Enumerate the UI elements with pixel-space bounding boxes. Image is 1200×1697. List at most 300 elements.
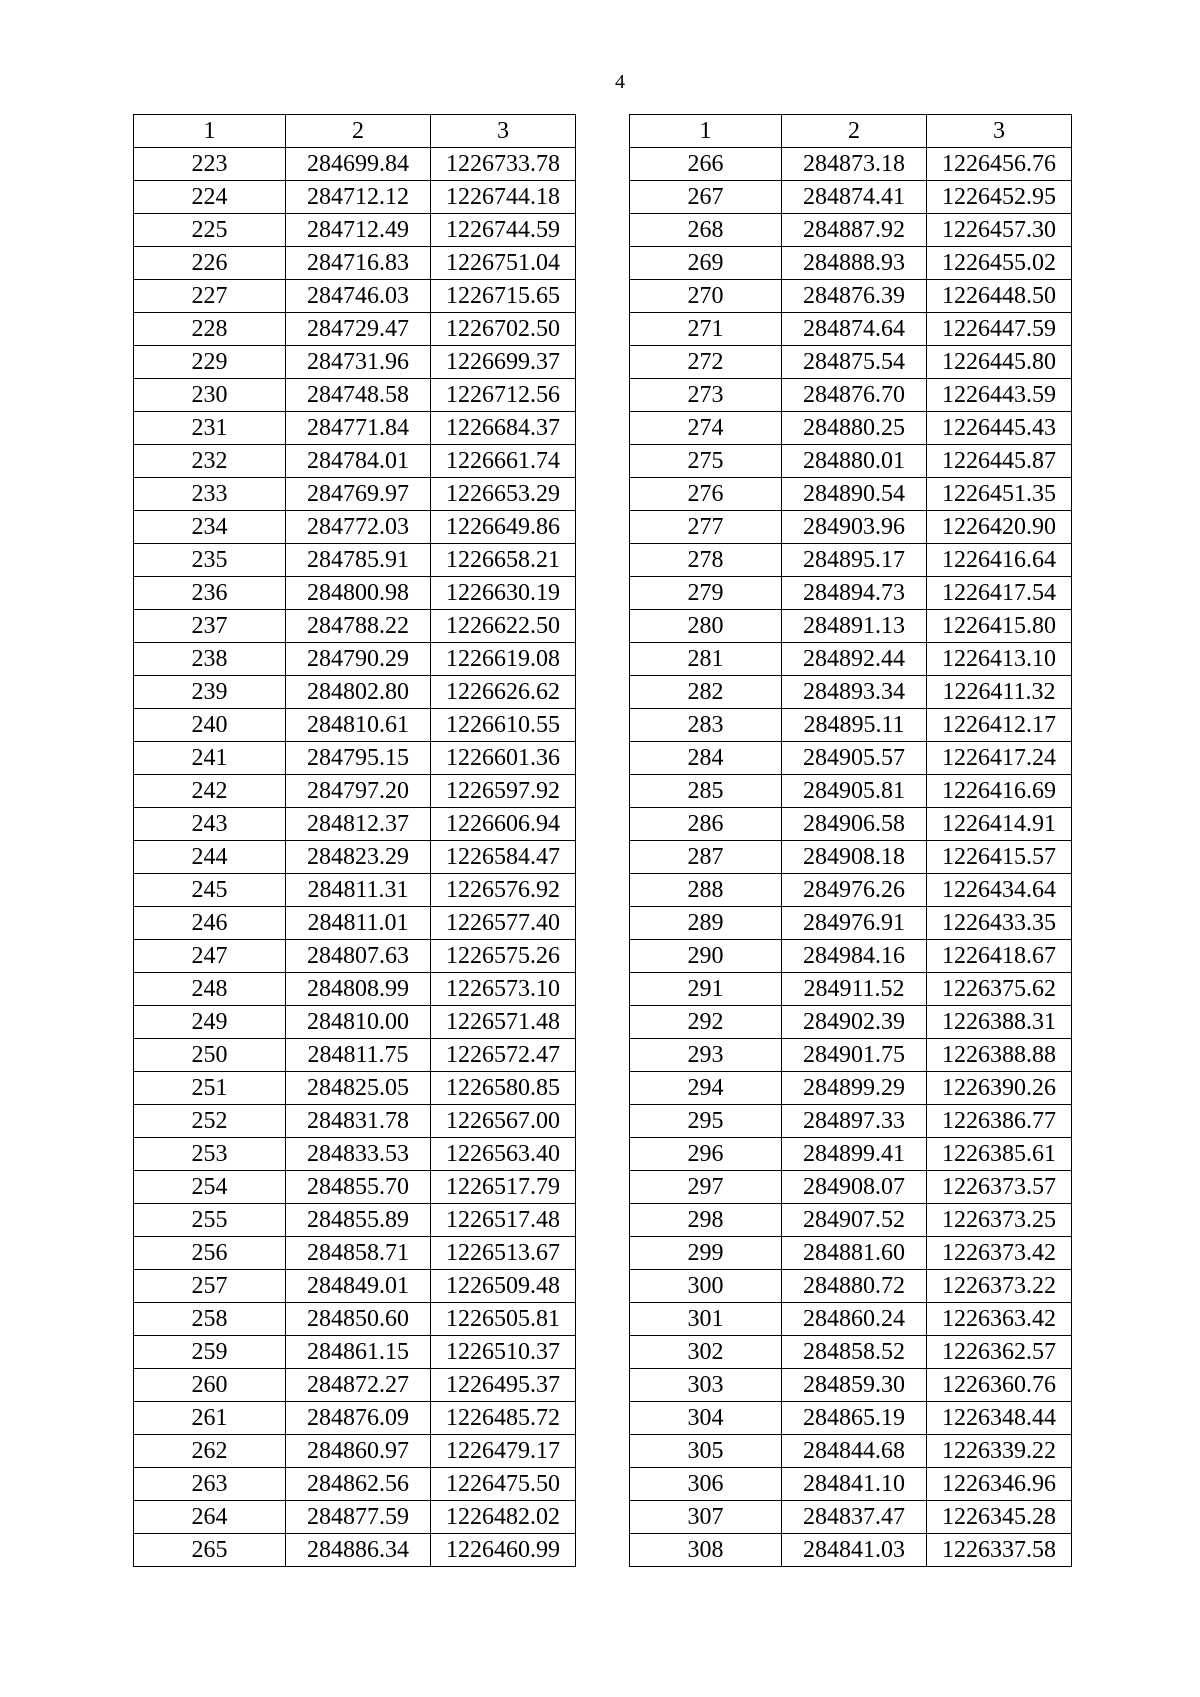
point-number-cell: 258 (134, 1303, 286, 1336)
x-coordinate-cell: 284906.58 (782, 808, 927, 841)
point-number-cell: 307 (630, 1501, 782, 1534)
y-coordinate-cell: 1226619.08 (431, 643, 576, 676)
point-number-cell: 224 (134, 181, 286, 214)
x-coordinate-cell: 284862.56 (286, 1468, 431, 1501)
table-row (134, 379, 576, 412)
y-coordinate-cell: 1226457.30 (927, 214, 1072, 247)
point-number-cell: 280 (630, 610, 782, 643)
x-coordinate-cell: 284855.70 (286, 1171, 431, 1204)
y-coordinate-cell: 1226626.62 (431, 676, 576, 709)
table-row (630, 511, 1072, 544)
x-coordinate-cell: 284841.10 (782, 1468, 927, 1501)
point-number-cell: 300 (630, 1270, 782, 1303)
point-number-cell: 281 (630, 643, 782, 676)
point-number-cell: 298 (630, 1204, 782, 1237)
y-coordinate-cell: 1226597.92 (431, 775, 576, 808)
point-number-cell: 279 (630, 577, 782, 610)
point-number-cell: 234 (134, 511, 286, 544)
x-coordinate-cell: 284716.83 (286, 247, 431, 280)
point-number-cell: 254 (134, 1171, 286, 1204)
x-coordinate-cell: 284771.84 (286, 412, 431, 445)
y-coordinate-cell: 1226385.61 (927, 1138, 1072, 1171)
point-number-cell: 299 (630, 1237, 782, 1270)
point-number-cell: 247 (134, 940, 286, 973)
table-row (630, 379, 1072, 412)
x-coordinate-cell: 284976.26 (782, 874, 927, 907)
x-coordinate-cell: 284876.70 (782, 379, 927, 412)
point-number-cell: 287 (630, 841, 782, 874)
point-number-cell: 223 (134, 148, 286, 181)
table-row (134, 1270, 576, 1303)
x-coordinate-cell: 284746.03 (286, 280, 431, 313)
x-coordinate-cell: 284901.75 (782, 1039, 927, 1072)
y-coordinate-cell: 1226455.02 (927, 247, 1072, 280)
x-coordinate-cell: 284850.60 (286, 1303, 431, 1336)
table-row (630, 1303, 1072, 1336)
x-coordinate-cell: 284833.53 (286, 1138, 431, 1171)
table-row (630, 775, 1072, 808)
table-row (630, 445, 1072, 478)
y-coordinate-cell: 1226412.17 (927, 709, 1072, 742)
table-row (134, 610, 576, 643)
x-coordinate-cell: 284890.54 (782, 478, 927, 511)
table-row (134, 1336, 576, 1369)
coordinates-table-left (133, 114, 576, 1567)
y-coordinate-cell: 1226712.56 (431, 379, 576, 412)
table-row (134, 1039, 576, 1072)
y-coordinate-cell: 1226375.62 (927, 973, 1072, 1006)
x-coordinate-cell: 284811.31 (286, 874, 431, 907)
point-number-cell: 249 (134, 1006, 286, 1039)
table-row (630, 874, 1072, 907)
x-coordinate-cell: 284880.01 (782, 445, 927, 478)
x-coordinate-cell: 284976.91 (782, 907, 927, 940)
y-coordinate-cell: 1226653.29 (431, 478, 576, 511)
table-row (630, 1171, 1072, 1204)
column-header: 1 (630, 115, 782, 148)
y-coordinate-cell: 1226362.57 (927, 1336, 1072, 1369)
y-coordinate-cell: 1226363.42 (927, 1303, 1072, 1336)
point-number-cell: 306 (630, 1468, 782, 1501)
point-number-cell: 237 (134, 610, 286, 643)
y-coordinate-cell: 1226388.88 (927, 1039, 1072, 1072)
table-row (630, 577, 1072, 610)
table-row (630, 181, 1072, 214)
table-row (630, 1237, 1072, 1270)
point-number-cell: 285 (630, 775, 782, 808)
x-coordinate-cell: 284874.41 (782, 181, 927, 214)
table-row (134, 1303, 576, 1336)
table-row (134, 577, 576, 610)
x-coordinate-cell: 284877.59 (286, 1501, 431, 1534)
point-number-cell: 284 (630, 742, 782, 775)
table-row (630, 346, 1072, 379)
table-row (134, 1501, 576, 1534)
x-coordinate-cell: 284905.57 (782, 742, 927, 775)
point-number-cell: 231 (134, 412, 286, 445)
x-coordinate-cell: 284911.52 (782, 973, 927, 1006)
point-number-cell: 235 (134, 544, 286, 577)
y-coordinate-cell: 1226388.31 (927, 1006, 1072, 1039)
y-coordinate-cell: 1226576.92 (431, 874, 576, 907)
column-header: 3 (431, 115, 576, 148)
point-number-cell: 293 (630, 1039, 782, 1072)
point-number-cell: 301 (630, 1303, 782, 1336)
y-coordinate-cell: 1226744.59 (431, 214, 576, 247)
table-row (630, 841, 1072, 874)
table-row (134, 1138, 576, 1171)
y-coordinate-cell: 1226413.10 (927, 643, 1072, 676)
point-number-cell: 259 (134, 1336, 286, 1369)
y-coordinate-cell: 1226495.37 (431, 1369, 576, 1402)
y-coordinate-cell: 1226580.85 (431, 1072, 576, 1105)
x-coordinate-cell: 284888.93 (782, 247, 927, 280)
table-row (134, 643, 576, 676)
x-coordinate-cell: 284855.89 (286, 1204, 431, 1237)
x-coordinate-cell: 284897.33 (782, 1105, 927, 1138)
table-row (630, 1039, 1072, 1072)
point-number-cell: 246 (134, 907, 286, 940)
x-coordinate-cell: 284858.71 (286, 1237, 431, 1270)
y-coordinate-cell: 1226509.48 (431, 1270, 576, 1303)
table-row (630, 1204, 1072, 1237)
table-row (134, 511, 576, 544)
y-coordinate-cell: 1226373.42 (927, 1237, 1072, 1270)
y-coordinate-cell: 1226733.78 (431, 148, 576, 181)
table-row (134, 1072, 576, 1105)
point-number-cell: 245 (134, 874, 286, 907)
y-coordinate-cell: 1226517.48 (431, 1204, 576, 1237)
y-coordinate-cell: 1226610.55 (431, 709, 576, 742)
point-number-cell: 244 (134, 841, 286, 874)
y-coordinate-cell: 1226451.35 (927, 478, 1072, 511)
x-coordinate-cell: 284894.73 (782, 577, 927, 610)
x-coordinate-cell: 284905.81 (782, 775, 927, 808)
point-number-cell: 261 (134, 1402, 286, 1435)
point-number-cell: 233 (134, 478, 286, 511)
column-header: 2 (286, 115, 431, 148)
table-row (134, 181, 576, 214)
y-coordinate-cell: 1226373.57 (927, 1171, 1072, 1204)
y-coordinate-cell: 1226415.80 (927, 610, 1072, 643)
y-coordinate-cell: 1226567.00 (431, 1105, 576, 1138)
table-row (134, 775, 576, 808)
point-number-cell: 277 (630, 511, 782, 544)
point-number-cell: 256 (134, 1237, 286, 1270)
x-coordinate-cell: 284903.96 (782, 511, 927, 544)
y-coordinate-cell: 1226715.65 (431, 280, 576, 313)
point-number-cell: 276 (630, 478, 782, 511)
x-coordinate-cell: 284899.41 (782, 1138, 927, 1171)
y-coordinate-cell: 1226460.99 (431, 1534, 576, 1567)
point-number-cell: 260 (134, 1369, 286, 1402)
table-row (630, 280, 1072, 313)
point-number-cell: 303 (630, 1369, 782, 1402)
point-number-cell: 250 (134, 1039, 286, 1072)
x-coordinate-cell: 284891.13 (782, 610, 927, 643)
x-coordinate-cell: 284712.49 (286, 214, 431, 247)
column-header: 2 (782, 115, 927, 148)
table-header-row (134, 115, 576, 148)
x-coordinate-cell: 284844.68 (782, 1435, 927, 1468)
x-coordinate-cell: 284788.22 (286, 610, 431, 643)
table-row (134, 346, 576, 379)
x-coordinate-cell: 284772.03 (286, 511, 431, 544)
y-coordinate-cell: 1226452.95 (927, 181, 1072, 214)
x-coordinate-cell: 284811.01 (286, 907, 431, 940)
x-coordinate-cell: 284892.44 (782, 643, 927, 676)
y-coordinate-cell: 1226571.48 (431, 1006, 576, 1039)
x-coordinate-cell: 284795.15 (286, 742, 431, 775)
x-coordinate-cell: 284808.99 (286, 973, 431, 1006)
table-row (630, 1534, 1072, 1567)
point-number-cell: 283 (630, 709, 782, 742)
table-row (134, 1006, 576, 1039)
x-coordinate-cell: 284880.72 (782, 1270, 927, 1303)
x-coordinate-cell: 284860.97 (286, 1435, 431, 1468)
y-coordinate-cell: 1226575.26 (431, 940, 576, 973)
table-row (134, 874, 576, 907)
x-coordinate-cell: 284895.17 (782, 544, 927, 577)
point-number-cell: 305 (630, 1435, 782, 1468)
x-coordinate-cell: 284865.19 (782, 1402, 927, 1435)
y-coordinate-cell: 1226479.17 (431, 1435, 576, 1468)
table-row (134, 841, 576, 874)
table-row (630, 1138, 1072, 1171)
point-number-cell: 248 (134, 973, 286, 1006)
point-number-cell: 225 (134, 214, 286, 247)
x-coordinate-cell: 284800.98 (286, 577, 431, 610)
y-coordinate-cell: 1226563.40 (431, 1138, 576, 1171)
table-row (134, 1105, 576, 1138)
x-coordinate-cell: 284893.34 (782, 676, 927, 709)
y-coordinate-cell: 1226699.37 (431, 346, 576, 379)
table-row (630, 709, 1072, 742)
x-coordinate-cell: 284811.75 (286, 1039, 431, 1072)
point-number-cell: 269 (630, 247, 782, 280)
y-coordinate-cell: 1226443.59 (927, 379, 1072, 412)
table-row (630, 742, 1072, 775)
y-coordinate-cell: 1226416.64 (927, 544, 1072, 577)
table-row (134, 412, 576, 445)
y-coordinate-cell: 1226584.47 (431, 841, 576, 874)
x-coordinate-cell: 284825.05 (286, 1072, 431, 1105)
point-number-cell: 290 (630, 940, 782, 973)
table-row (630, 1468, 1072, 1501)
point-number-cell: 262 (134, 1435, 286, 1468)
table-row (630, 1270, 1072, 1303)
point-number-cell: 255 (134, 1204, 286, 1237)
x-coordinate-cell: 284731.96 (286, 346, 431, 379)
point-number-cell: 268 (630, 214, 782, 247)
point-number-cell: 240 (134, 709, 286, 742)
point-number-cell: 257 (134, 1270, 286, 1303)
y-coordinate-cell: 1226630.19 (431, 577, 576, 610)
y-coordinate-cell: 1226360.76 (927, 1369, 1072, 1402)
x-coordinate-cell: 284876.09 (286, 1402, 431, 1435)
y-coordinate-cell: 1226417.24 (927, 742, 1072, 775)
table-row (134, 544, 576, 577)
table-row (630, 1402, 1072, 1435)
y-coordinate-cell: 1226448.50 (927, 280, 1072, 313)
y-coordinate-cell: 1226445.80 (927, 346, 1072, 379)
table-row (134, 280, 576, 313)
y-coordinate-cell: 1226702.50 (431, 313, 576, 346)
point-number-cell: 236 (134, 577, 286, 610)
y-coordinate-cell: 1226649.86 (431, 511, 576, 544)
x-coordinate-cell: 284769.97 (286, 478, 431, 511)
x-coordinate-cell: 284876.39 (782, 280, 927, 313)
y-coordinate-cell: 1226505.81 (431, 1303, 576, 1336)
x-coordinate-cell: 284984.16 (782, 940, 927, 973)
x-coordinate-cell: 284908.18 (782, 841, 927, 874)
table-row (134, 1534, 576, 1567)
y-coordinate-cell: 1226601.36 (431, 742, 576, 775)
point-number-cell: 289 (630, 907, 782, 940)
table-row (134, 313, 576, 346)
point-number-cell: 270 (630, 280, 782, 313)
table-row (134, 1402, 576, 1435)
x-coordinate-cell: 284797.20 (286, 775, 431, 808)
column-header: 1 (134, 115, 286, 148)
y-coordinate-cell: 1226577.40 (431, 907, 576, 940)
table-row (134, 973, 576, 1006)
table-row (134, 445, 576, 478)
x-coordinate-cell: 284880.25 (782, 412, 927, 445)
y-coordinate-cell: 1226414.91 (927, 808, 1072, 841)
x-coordinate-cell: 284886.34 (286, 1534, 431, 1567)
table-header-row (630, 115, 1072, 148)
x-coordinate-cell: 284807.63 (286, 940, 431, 973)
y-coordinate-cell: 1226684.37 (431, 412, 576, 445)
point-number-cell: 274 (630, 412, 782, 445)
point-number-cell: 275 (630, 445, 782, 478)
table-row (630, 1435, 1072, 1468)
point-number-cell: 239 (134, 676, 286, 709)
x-coordinate-cell: 284790.29 (286, 643, 431, 676)
point-number-cell: 294 (630, 1072, 782, 1105)
y-coordinate-cell: 1226513.67 (431, 1237, 576, 1270)
point-number-cell: 242 (134, 775, 286, 808)
point-number-cell: 302 (630, 1336, 782, 1369)
x-coordinate-cell: 284861.15 (286, 1336, 431, 1369)
point-number-cell: 251 (134, 1072, 286, 1105)
table-row (630, 412, 1072, 445)
point-number-cell: 273 (630, 379, 782, 412)
point-number-cell: 266 (630, 148, 782, 181)
x-coordinate-cell: 284729.47 (286, 313, 431, 346)
y-coordinate-cell: 1226445.87 (927, 445, 1072, 478)
table-row (630, 643, 1072, 676)
page-number: 4 (615, 71, 625, 93)
y-coordinate-cell: 1226348.44 (927, 1402, 1072, 1435)
x-coordinate-cell: 284831.78 (286, 1105, 431, 1138)
table-row (134, 808, 576, 841)
table-row (134, 1204, 576, 1237)
x-coordinate-cell: 284875.54 (782, 346, 927, 379)
point-number-cell: 291 (630, 973, 782, 1006)
y-coordinate-cell: 1226482.02 (431, 1501, 576, 1534)
point-number-cell: 226 (134, 247, 286, 280)
point-number-cell: 278 (630, 544, 782, 577)
point-number-cell: 282 (630, 676, 782, 709)
point-number-cell: 296 (630, 1138, 782, 1171)
y-coordinate-cell: 1226337.58 (927, 1534, 1072, 1567)
table-row (134, 1468, 576, 1501)
x-coordinate-cell: 284860.24 (782, 1303, 927, 1336)
point-number-cell: 263 (134, 1468, 286, 1501)
x-coordinate-cell: 284902.39 (782, 1006, 927, 1039)
x-coordinate-cell: 284849.01 (286, 1270, 431, 1303)
x-coordinate-cell: 284837.47 (782, 1501, 927, 1534)
x-coordinate-cell: 284887.92 (782, 214, 927, 247)
point-number-cell: 297 (630, 1171, 782, 1204)
x-coordinate-cell: 284859.30 (782, 1369, 927, 1402)
y-coordinate-cell: 1226411.32 (927, 676, 1072, 709)
table-row (630, 907, 1072, 940)
y-coordinate-cell: 1226346.96 (927, 1468, 1072, 1501)
x-coordinate-cell: 284810.61 (286, 709, 431, 742)
x-coordinate-cell: 284823.29 (286, 841, 431, 874)
y-coordinate-cell: 1226517.79 (431, 1171, 576, 1204)
x-coordinate-cell: 284874.64 (782, 313, 927, 346)
y-coordinate-cell: 1226475.50 (431, 1468, 576, 1501)
point-number-cell: 264 (134, 1501, 286, 1534)
table-row (630, 313, 1072, 346)
y-coordinate-cell: 1226572.47 (431, 1039, 576, 1072)
y-coordinate-cell: 1226622.50 (431, 610, 576, 643)
table-row (630, 676, 1072, 709)
point-number-cell: 227 (134, 280, 286, 313)
x-coordinate-cell: 284895.11 (782, 709, 927, 742)
x-coordinate-cell: 284812.37 (286, 808, 431, 841)
x-coordinate-cell: 284908.07 (782, 1171, 927, 1204)
point-number-cell: 243 (134, 808, 286, 841)
y-coordinate-cell: 1226418.67 (927, 940, 1072, 973)
point-number-cell: 288 (630, 874, 782, 907)
point-number-cell: 253 (134, 1138, 286, 1171)
x-coordinate-cell: 284699.84 (286, 148, 431, 181)
point-number-cell: 267 (630, 181, 782, 214)
table-row (630, 478, 1072, 511)
table-row (630, 940, 1072, 973)
x-coordinate-cell: 284784.01 (286, 445, 431, 478)
point-number-cell: 238 (134, 643, 286, 676)
y-coordinate-cell: 1226416.69 (927, 775, 1072, 808)
point-number-cell: 232 (134, 445, 286, 478)
x-coordinate-cell: 284858.52 (782, 1336, 927, 1369)
point-number-cell: 308 (630, 1534, 782, 1567)
x-coordinate-cell: 284748.58 (286, 379, 431, 412)
table-row (134, 940, 576, 973)
x-coordinate-cell: 284899.29 (782, 1072, 927, 1105)
table-row (134, 148, 576, 181)
table-row (134, 1237, 576, 1270)
x-coordinate-cell: 284810.00 (286, 1006, 431, 1039)
table-row (134, 907, 576, 940)
y-coordinate-cell: 1226447.59 (927, 313, 1072, 346)
point-number-cell: 252 (134, 1105, 286, 1138)
y-coordinate-cell: 1226510.37 (431, 1336, 576, 1369)
y-coordinate-cell: 1226658.21 (431, 544, 576, 577)
table-row (630, 1501, 1072, 1534)
point-number-cell: 228 (134, 313, 286, 346)
point-number-cell: 295 (630, 1105, 782, 1138)
y-coordinate-cell: 1226751.04 (431, 247, 576, 280)
x-coordinate-cell: 284872.27 (286, 1369, 431, 1402)
table-row (630, 148, 1072, 181)
x-coordinate-cell: 284907.52 (782, 1204, 927, 1237)
